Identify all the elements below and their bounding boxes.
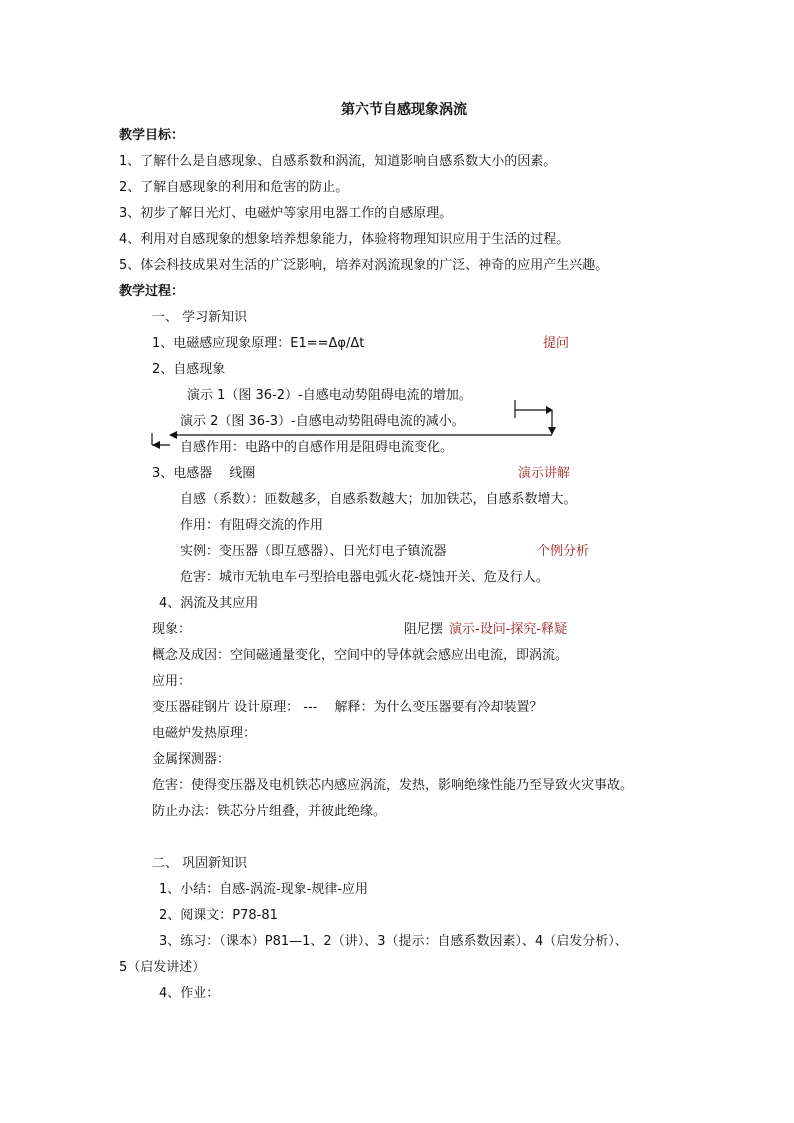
part2-heading: 二、 巩固新知识 [152, 856, 248, 871]
objective-1: 1、了解什么是自感现象、自感系数和涡流，知道影响自感系数大小的因素。 [119, 154, 557, 169]
item4-cooker: 电磁炉发热原理： [152, 726, 257, 741]
item4-transformer: 变压器硅钢片 设计原理： --- 解释：为什么变压器要有冷却装置？ [152, 700, 543, 715]
item4-prevent: 防止办法：铁芯分片组叠，并彼此绝缘。 [152, 804, 387, 819]
item3-example: 实例：变压器（即互感器）、日光灯电子镇流器 [180, 544, 447, 559]
part2-exercise-1: 3、练习：（课本）P81—1、2（讲）、3（提示：自感系数因素）、4（启发分析）、 [159, 934, 628, 949]
item3-function: 作用：有阻碍交流的作用 [180, 518, 324, 533]
item3-heading: 3、电感器 线圈 [152, 466, 256, 481]
objective-2: 2、了解自感现象的利用和危害的防止。 [119, 180, 349, 195]
item1-text: 1、电磁感应现象原理：E1==Δφ/Δt [152, 336, 365, 351]
process-heading: 教学过程： [119, 284, 185, 299]
objective-3: 3、初步了解日光灯、电磁炉等家用电器工作的自感原理。 [119, 206, 453, 221]
item4-detector: 金属探测器： [152, 752, 231, 767]
item2-heading: 2、自感现象 [152, 362, 226, 377]
part2-homework: 4、作业： [159, 986, 220, 1001]
objective-5: 5、体会科技成果对生活的广泛影响，培养对涡流现象的广泛、神奇的应用产生兴趣。 [119, 258, 609, 273]
item3-example-note: 个例分析 [537, 544, 590, 559]
item3-note: 演示讲解 [518, 466, 571, 481]
part2-reading: 2、阅课文：P78-81 [159, 908, 278, 923]
item4-heading: 4、涡流及其应用 [159, 596, 259, 611]
objective-4: 4、利用对自感现象的想象培养想象能力，体验将物理知识应用于生活的过程。 [119, 232, 570, 247]
item1-note: 提问 [543, 336, 570, 351]
part2-summary: 1、小结：自感-涡流-现象-规律-应用 [159, 882, 369, 897]
item4-concept: 概念及成因：空间磁通量变化，空间中的导体就会感应出电流，即涡流。 [152, 648, 569, 663]
item2-demo1: 演示 1（图 36-2）-自感电动势阻碍电流的增加。 [187, 388, 472, 403]
page-title: 第六节自感现象涡流 [341, 102, 467, 118]
item3-harm: 危害：城市无轨电车弓型拾电器电弧火花-烧蚀开关、危及行人。 [180, 570, 549, 585]
item4-phenomenon-note: 演示-设问-探究-释疑 [449, 622, 568, 637]
part2-exercise-2: 5（启发讲述） [119, 960, 206, 975]
part1-heading: 一、 学习新知识 [152, 310, 248, 325]
item2-demo2: 演示 2（图 36-3）-自感电动势阻碍电流的减小。 [180, 414, 465, 429]
item4-harm: 危害：使得变压器及电机铁芯内感应涡流，发热，影响绝缘性能乃至导致火灾事故。 [152, 778, 634, 793]
item4-apply: 应用： [152, 674, 192, 689]
item2-effect: 自感作用：电路中的自感作用是阻碍电流变化。 [180, 440, 454, 455]
objectives-heading: 教学目标： [119, 128, 185, 143]
item3-coef: 自感（系数）：匝数越多，自感系数越大；加加铁芯，自感系数增大。 [180, 492, 577, 507]
item4-phenomenon-mid: 阻尼摆 [404, 622, 444, 637]
item4-phenomenon-label: 现象： [152, 622, 192, 637]
